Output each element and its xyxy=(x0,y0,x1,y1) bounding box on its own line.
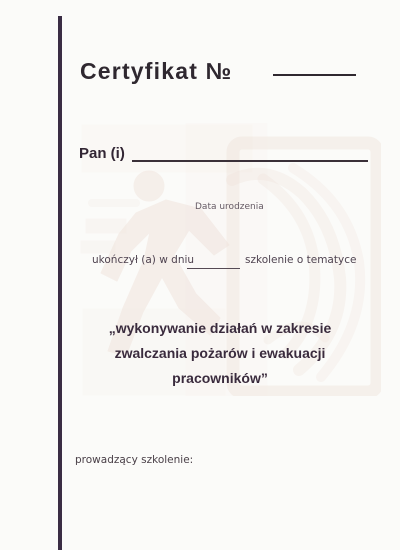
recipient-name-line xyxy=(132,160,368,162)
recipient-label: Pan (i) xyxy=(79,145,125,162)
completion-date-label: ukończył (a) w dniu xyxy=(92,254,195,266)
training-topic-line-3: pracowników” xyxy=(172,370,268,386)
completion-date-line xyxy=(187,268,240,269)
certificate-number-line xyxy=(273,74,356,76)
certificate-title: Certyfikat № xyxy=(80,58,233,84)
left-border-rule xyxy=(58,16,62,550)
training-topic-label: szkolenie o tematyce xyxy=(245,254,357,266)
training-topic-text xyxy=(86,316,354,391)
training-topic-line-1: „wykonywanie działań w zakresie xyxy=(108,320,332,336)
instructor-label: prowadzący szkolenie: xyxy=(75,454,194,466)
birth-date-label: Data urodzenia xyxy=(195,202,264,212)
training-topic-line-2: zwalczania pożarów i ewakuacji xyxy=(114,345,326,361)
